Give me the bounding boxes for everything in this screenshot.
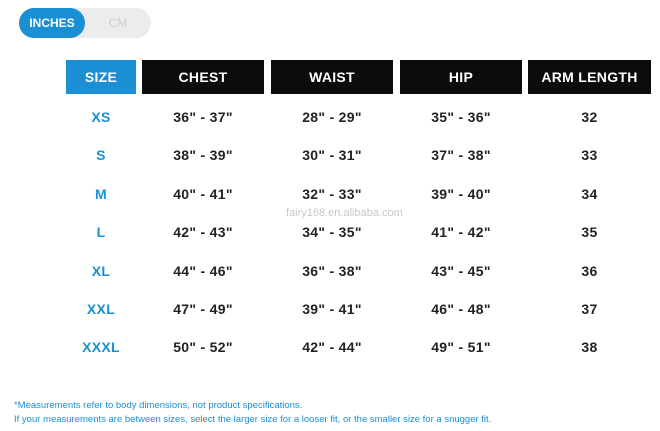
size-cell: S bbox=[96, 147, 106, 163]
size-cell: XS bbox=[91, 109, 111, 125]
hip-cell: 39" - 40" bbox=[431, 186, 491, 202]
header-hip: HIP bbox=[400, 60, 522, 94]
header-size: SIZE bbox=[66, 60, 136, 94]
size-cell: XXXL bbox=[82, 339, 120, 355]
waist-cell: 28" - 29" bbox=[302, 109, 362, 125]
chest-cell: 40" - 41" bbox=[173, 186, 233, 202]
header-arm-length: ARM LENGTH bbox=[528, 60, 651, 94]
hip-cell: 37" - 38" bbox=[431, 147, 491, 163]
waist-cell: 34" - 35" bbox=[302, 224, 362, 240]
size-cell: XXL bbox=[86, 301, 116, 317]
footnote-measurements: *Measurements refer to body dimensions, not product specifications. bbox=[14, 400, 303, 411]
header-chest: CHEST bbox=[142, 60, 264, 94]
hip-cell: 43" - 45" bbox=[431, 263, 491, 279]
arm-length-cell: 36 bbox=[581, 263, 598, 279]
arm-length-cell: 38 bbox=[581, 339, 598, 355]
table-row bbox=[0, 102, 660, 132]
watermark: fairy168.en.alibaba.com bbox=[286, 207, 403, 219]
arm-length-cell: 32 bbox=[581, 109, 598, 125]
arm-length-cell: 34 bbox=[581, 186, 598, 202]
hip-cell: 35" - 36" bbox=[431, 109, 491, 125]
chest-cell: 47" - 49" bbox=[173, 301, 233, 317]
waist-cell: 39" - 41" bbox=[302, 301, 362, 317]
arm-length-cell: 37 bbox=[581, 301, 598, 317]
hip-cell: 49" - 51" bbox=[431, 339, 491, 355]
size-cell: L bbox=[96, 224, 106, 240]
size-cell: M bbox=[95, 186, 107, 202]
chest-cell: 38" - 39" bbox=[173, 147, 233, 163]
size-cell: XL bbox=[91, 263, 111, 279]
waist-cell: 36" - 38" bbox=[302, 263, 362, 279]
table-row bbox=[0, 332, 660, 362]
arm-length-cell: 35 bbox=[581, 224, 598, 240]
chest-cell: 44" - 46" bbox=[173, 263, 233, 279]
table-row bbox=[0, 256, 660, 286]
chest-cell: 36" - 37" bbox=[173, 109, 233, 125]
table-row bbox=[0, 140, 660, 170]
table-row bbox=[0, 179, 660, 209]
header-waist: WAIST bbox=[271, 60, 393, 94]
waist-cell: 42" - 44" bbox=[302, 339, 362, 355]
arm-length-cell: 33 bbox=[581, 147, 598, 163]
toggle-inches[interactable]: INCHES bbox=[19, 8, 85, 38]
chest-cell: 50" - 52" bbox=[173, 339, 233, 355]
hip-cell: 46" - 48" bbox=[431, 301, 491, 317]
toggle-cm[interactable]: CM bbox=[108, 16, 128, 30]
table-row bbox=[0, 294, 660, 324]
footnote-fit-advice: If your measurements are between sizes, select the larger size for a looser fit, or the smaller size for a snugger fit. bbox=[14, 414, 492, 425]
waist-cell: 30" - 31" bbox=[302, 147, 362, 163]
table-row bbox=[0, 217, 660, 247]
chest-cell: 42" - 43" bbox=[173, 224, 233, 240]
waist-cell: 32" - 33" bbox=[302, 186, 362, 202]
units-toggle bbox=[19, 8, 151, 38]
hip-cell: 41" - 42" bbox=[431, 224, 491, 240]
